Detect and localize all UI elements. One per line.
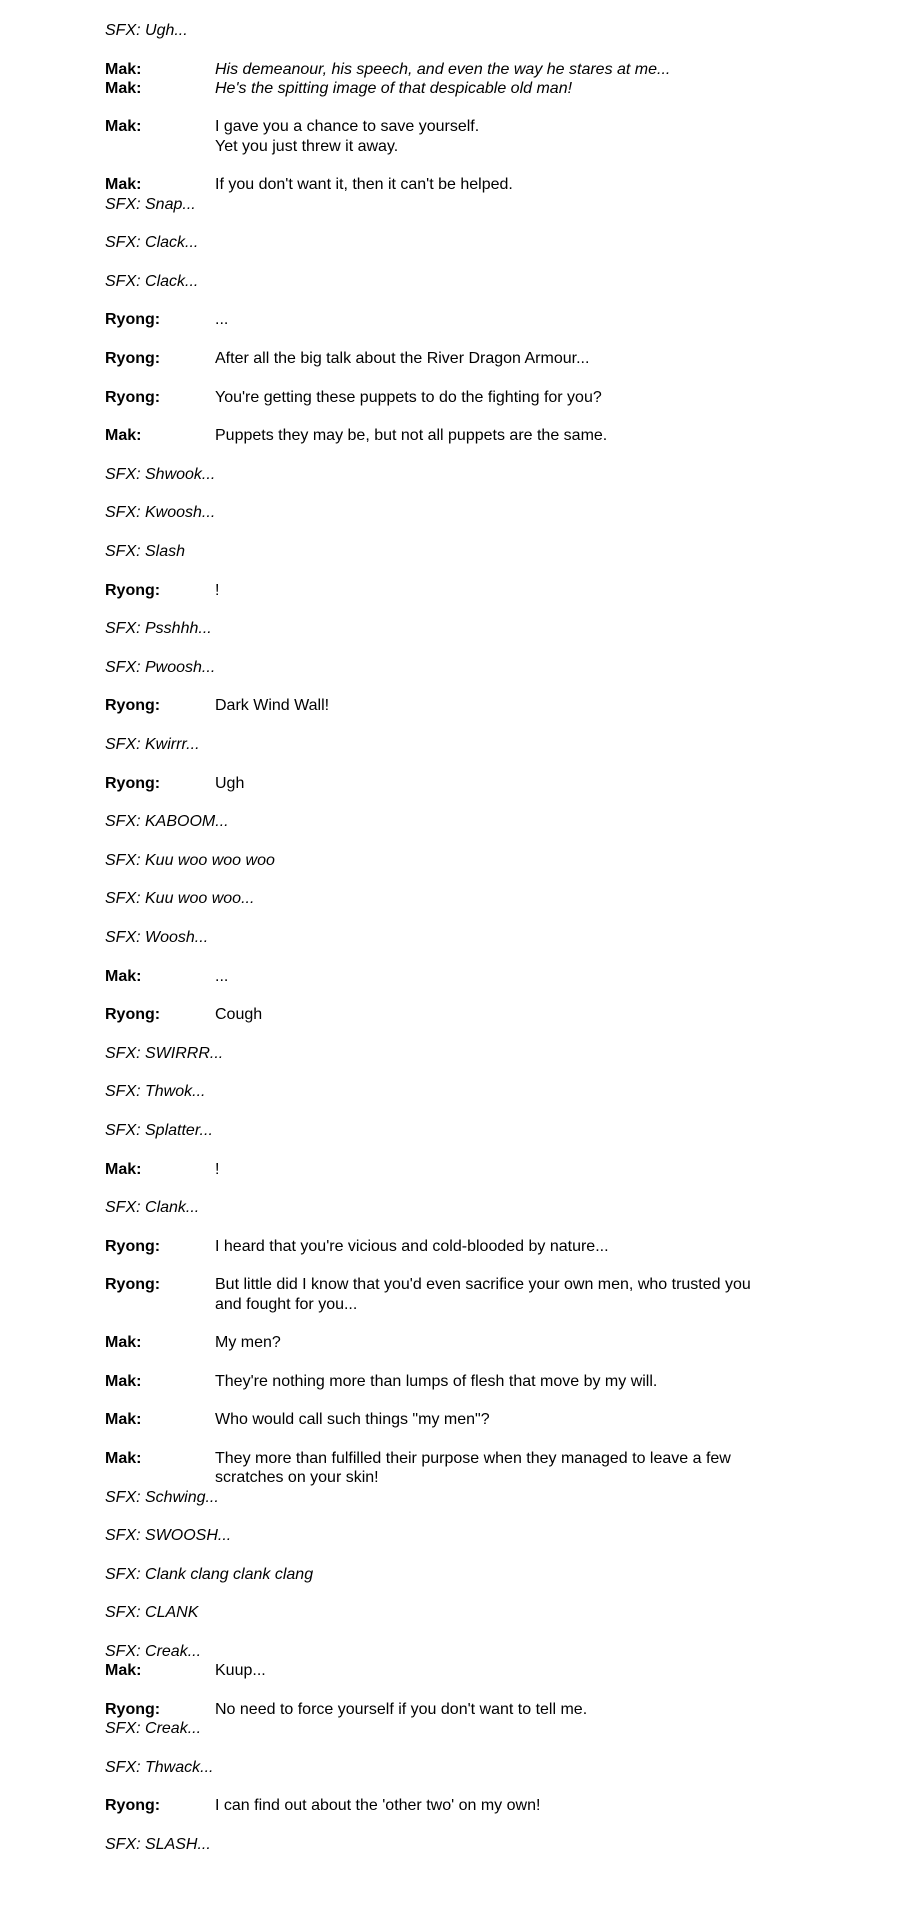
dialogue-text: Who would call such things "my men"? [215, 1411, 490, 1429]
script-group [105, 619, 869, 638]
speaker-label [105, 1468, 215, 1487]
script-line-dialogue [105, 175, 869, 194]
script-line-sfx [105, 889, 869, 908]
script-line-sfx [105, 851, 869, 870]
script-line-sfx [105, 195, 869, 214]
script-group [105, 310, 869, 329]
script-line-dialogue [105, 696, 869, 715]
script-line-sfx [105, 619, 869, 638]
script-group [105, 1333, 869, 1352]
script-line-dialogue [105, 388, 869, 407]
dialogue-text: ... [215, 311, 229, 329]
script-line-sfx [105, 233, 869, 252]
script-group [105, 426, 869, 445]
speaker-label: Ryong: [105, 1006, 161, 1024]
sfx-text: SFX: Shwook... [105, 465, 216, 483]
script-line-sfx [105, 1758, 869, 1777]
script-line-dialogue [105, 1160, 869, 1179]
script-group [105, 696, 869, 715]
script-group [105, 175, 869, 214]
sfx-text: SFX: Ugh... [105, 22, 188, 39]
script-line-continuation [105, 1468, 869, 1487]
script-line-dialogue [105, 774, 869, 793]
script-line-dialogue [105, 310, 869, 329]
sfx-text: SFX: Thwack... [105, 1758, 214, 1776]
sfx-text: SFX: Kwoosh... [105, 504, 216, 522]
dialogue-text: I heard that you're vicious and cold-blooded by nature... [215, 1237, 609, 1255]
sfx-text: SFX: Kwirrr... [105, 735, 200, 753]
sfx-text: SFX: Thwok... [105, 1083, 206, 1101]
sfx-text: SFX: Creak... [105, 1642, 202, 1660]
dialogue-continuation-text: Yet you just threw it away. [215, 137, 399, 155]
script-line-sfx [105, 1603, 869, 1622]
dialogue-text: I can find out about the 'other two' on my own! [215, 1797, 541, 1815]
dialogue-text: I gave you a chance to save yourself. [215, 118, 480, 136]
speaker-label: Mak: [105, 1662, 142, 1680]
script-line-dialogue [105, 967, 869, 986]
script-group [105, 1835, 869, 1854]
script-line-sfx [105, 1526, 869, 1545]
speaker-label: Ryong: [105, 1797, 161, 1815]
speaker-label: Ryong: [105, 388, 161, 406]
speaker-label: Ryong: [105, 350, 161, 368]
speaker-label: Mak: [105, 1372, 142, 1390]
script-body [105, 21, 869, 1854]
script-line-dialogue [105, 1005, 869, 1024]
dialogue-continuation-text: and fought for you... [215, 1295, 358, 1313]
script-line-continuation [105, 1295, 869, 1314]
script-line-sfx [105, 21, 869, 40]
dialogue-text: ... [215, 967, 229, 985]
speaker-label: Mak: [105, 427, 142, 445]
script-line-dialogue [105, 1275, 869, 1294]
script-line-dialogue [105, 426, 869, 445]
script-group [105, 658, 869, 677]
script-line-sfx [105, 1642, 869, 1661]
script-group [105, 774, 869, 793]
dialogue-text: They more than fulfilled their purpose when they managed to leave a few [215, 1449, 731, 1467]
speaker-label: Mak: [105, 60, 142, 78]
speaker-label: Mak: [105, 1449, 142, 1467]
script-group [105, 1082, 869, 1101]
script-group [105, 928, 869, 947]
script-line-dialogue [105, 581, 869, 600]
speaker-label: Ryong: [105, 697, 161, 715]
script-group [105, 1237, 869, 1256]
speaker-label: Ryong: [105, 581, 161, 599]
dialogue-text: He's the spitting image of that despicable old man! [215, 79, 573, 97]
sfx-text: SFX: Clack... [105, 234, 199, 252]
speaker-label [105, 1295, 215, 1314]
script-line-sfx [105, 1044, 869, 1063]
speaker-label: Ryong: [105, 1700, 161, 1718]
script-group [105, 1758, 869, 1777]
script-line-sfx [105, 1565, 869, 1584]
script-line-dialogue [105, 1700, 869, 1719]
script-line-sfx [105, 735, 869, 754]
script-group [105, 388, 869, 407]
sfx-text: SFX: Snap... [105, 195, 196, 213]
dialogue-continuation-text: scratches on your skin! [215, 1469, 379, 1487]
script-group [105, 1603, 869, 1622]
dialogue-text: But little did I know that you'd even sacrifice your own men, who trusted you [215, 1276, 751, 1294]
script-group [105, 1526, 869, 1545]
sfx-text: SFX: SWOOSH... [105, 1527, 232, 1545]
dialogue-text: Dark Wind Wall! [215, 697, 330, 715]
sfx-text: SFX: Pwoosh... [105, 658, 216, 676]
sfx-text: SFX: Clank... [105, 1199, 200, 1217]
script-line-sfx [105, 1121, 869, 1140]
dialogue-text: After all the big talk about the River Dragon Armour... [215, 350, 590, 368]
sfx-text: SFX: KABOOM... [105, 813, 229, 831]
script-group [105, 1642, 869, 1681]
speaker-label: Ryong: [105, 774, 161, 792]
script-group [105, 349, 869, 368]
script-group [105, 542, 869, 561]
sfx-text: SFX: Kuu woo woo... [105, 890, 255, 908]
script-line-sfx [105, 542, 869, 561]
dialogue-text: My men? [215, 1334, 281, 1352]
script-line-dialogue [105, 1449, 869, 1468]
script-line-dialogue [105, 349, 869, 368]
script-line-sfx [105, 465, 869, 484]
script-line-sfx [105, 928, 869, 947]
script-group [105, 233, 869, 252]
speaker-label [105, 137, 215, 156]
script-group [105, 1449, 869, 1507]
sfx-text: SFX: Clank clang clank clang [105, 1565, 314, 1583]
script-line-sfx [105, 1835, 869, 1854]
script-group [105, 503, 869, 522]
speaker-label: Ryong: [105, 1276, 161, 1294]
script-group [105, 1044, 869, 1063]
script-line-dialogue [105, 1237, 869, 1256]
speaker-label: Mak: [105, 967, 142, 985]
script-line-sfx [105, 272, 869, 291]
sfx-text: SFX: Woosh... [105, 928, 209, 946]
script-group [105, 117, 869, 156]
speaker-label: Mak: [105, 1411, 142, 1429]
script-group [105, 1198, 869, 1217]
script-group [105, 1700, 869, 1739]
script-line-dialogue [105, 117, 869, 136]
script-group [105, 889, 869, 908]
dialogue-text: ! [215, 1160, 220, 1178]
script-group [105, 967, 869, 986]
speaker-label: Mak: [105, 1334, 142, 1352]
script-line-sfx [105, 812, 869, 831]
script-line-sfx [105, 658, 869, 677]
speaker-label: Mak: [105, 79, 142, 97]
sfx-text: SFX: SWIRRR... [105, 1044, 224, 1062]
dialogue-text: Ugh [215, 774, 245, 792]
script-group [105, 1275, 869, 1314]
script-group [105, 1372, 869, 1391]
dialogue-text: Kuup... [215, 1662, 266, 1680]
script-line-dialogue [105, 1661, 869, 1680]
dialogue-text: His demeanour, his speech, and even the way he stares at me... [215, 60, 671, 78]
script-line-sfx [105, 503, 869, 522]
speaker-label: Mak: [105, 1160, 142, 1178]
script-line-sfx [105, 1488, 869, 1507]
speaker-label: Ryong: [105, 311, 161, 329]
script-group [105, 1796, 869, 1815]
script-line-continuation [105, 137, 869, 156]
script-group [105, 851, 869, 870]
sfx-text: SFX: Clack... [105, 272, 199, 290]
dialogue-text: Cough [215, 1006, 263, 1024]
script-group [105, 60, 869, 99]
script-group [105, 1121, 869, 1140]
dialogue-text: No need to force yourself if you don't want to tell me. [215, 1700, 588, 1718]
sfx-text: SFX: Creak... [105, 1720, 202, 1738]
script-group [105, 1160, 869, 1179]
dialogue-text: If you don't want it, then it can't be helped. [215, 176, 513, 194]
script-group [105, 1565, 869, 1584]
sfx-text: SFX: Schwing... [105, 1488, 219, 1506]
script-group [105, 272, 869, 291]
dialogue-text: ! [215, 581, 220, 599]
script-line-dialogue [105, 1796, 869, 1815]
script-group [105, 465, 869, 484]
speaker-label: Ryong: [105, 1237, 161, 1255]
script-group [105, 21, 869, 40]
script-line-dialogue [105, 60, 869, 79]
script-line-sfx [105, 1198, 869, 1217]
script-line-dialogue [105, 1372, 869, 1391]
dialogue-text: Puppets they may be, but not all puppets are the same. [215, 427, 608, 445]
script-line-dialogue [105, 1410, 869, 1429]
sfx-text: SFX: Psshhh... [105, 620, 212, 638]
sfx-text: SFX: Splatter... [105, 1121, 213, 1139]
dialogue-text: You're getting these puppets to do the fighting for you? [215, 388, 602, 406]
sfx-text: SFX: Kuu woo woo woo [105, 851, 275, 869]
script-line-dialogue [105, 79, 869, 98]
script-group [105, 1005, 869, 1024]
sfx-text: SFX: Slash [105, 543, 186, 561]
script-line-sfx [105, 1719, 869, 1738]
sfx-text: SFX: SLASH... [105, 1835, 211, 1853]
script-line-dialogue [105, 1333, 869, 1352]
speaker-label: Mak: [105, 118, 142, 136]
sfx-text: SFX: CLANK [105, 1604, 199, 1622]
script-group [105, 735, 869, 754]
speaker-label: Mak: [105, 176, 142, 194]
script-group [105, 581, 869, 600]
script-group [105, 812, 869, 831]
script-line-sfx [105, 1082, 869, 1101]
script-group [105, 1410, 869, 1429]
dialogue-text: They're nothing more than lumps of flesh that move by my will. [215, 1372, 658, 1390]
